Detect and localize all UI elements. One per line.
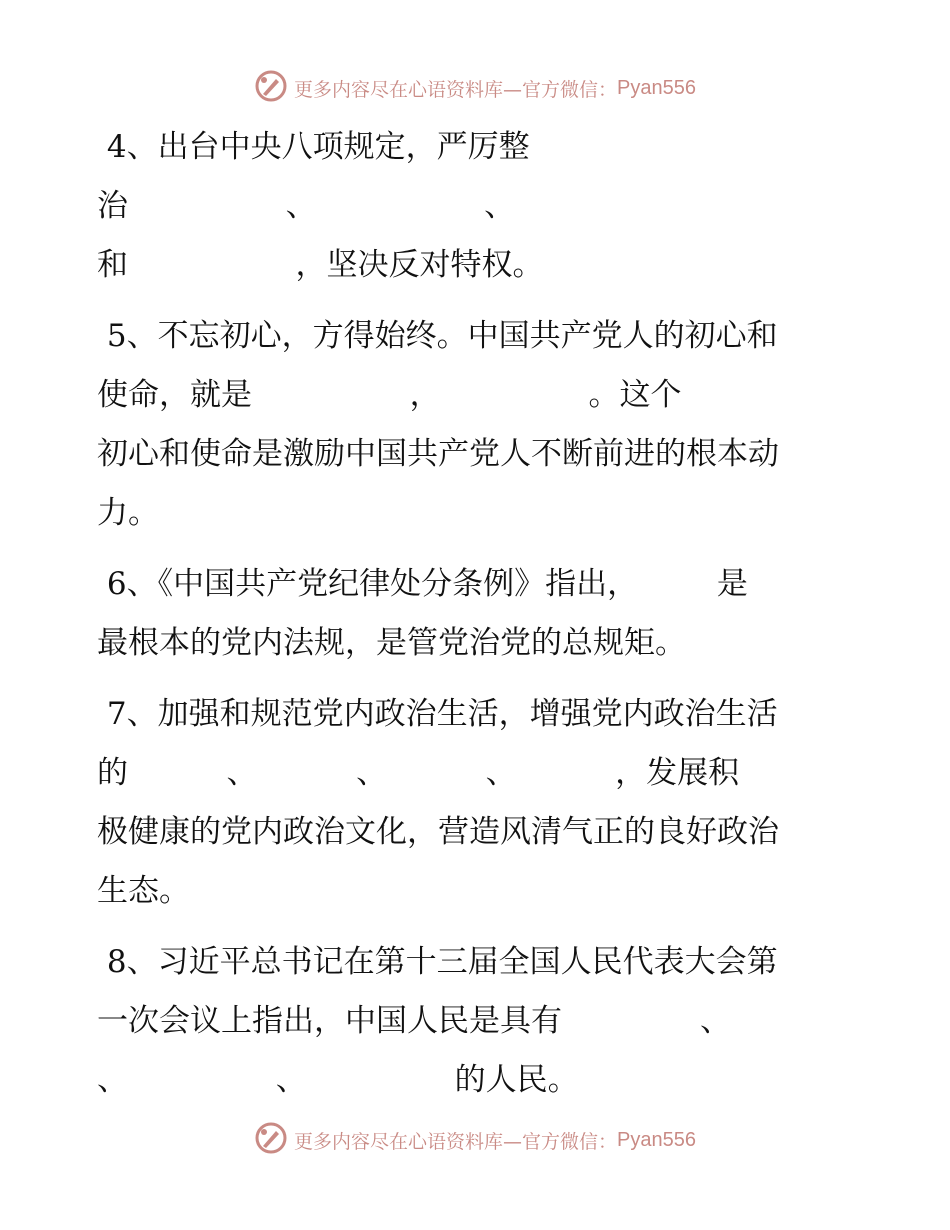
footer-banner <box>0 1120 950 1160</box>
text-line: 力。 <box>97 495 159 531</box>
text-line: 治 、 、 <box>97 188 516 224</box>
question-5 <box>97 307 847 543</box>
text-line: 一次会议上指出，中国人民是具有 、 <box>97 1003 731 1039</box>
footer-banner-wechat-id: Pyan556 <box>617 1128 696 1151</box>
document-body <box>97 118 847 1122</box>
footer-banner-text: 更多内容尽在心语资料库—官方微信： <box>294 1130 618 1153</box>
text-line: 使命，就是 ， 。这个 <box>97 377 682 413</box>
text-line: 4、出台中央八项规定，严厉整 <box>97 129 530 165</box>
text-line: 7、加强和规范党内政治生活，增强党内政治生活 <box>97 696 778 732</box>
question-4 <box>97 118 847 295</box>
question-6 <box>97 555 847 673</box>
header-banner-text: 更多内容尽在心语资料库—官方微信： <box>294 78 618 101</box>
pen-logo-icon <box>254 69 288 108</box>
pen-logo-icon <box>254 1121 288 1160</box>
question-8 <box>97 933 847 1110</box>
question-7 <box>97 685 847 921</box>
text-line: 5、不忘初心，方得始终。中国共产党人的初心和 <box>97 318 778 354</box>
text-line: 8、习近平总书记在第十三届全国人民代表大会第 <box>97 944 778 980</box>
text-line: 6、《中国共产党纪律处分条例》指出， 是 <box>97 566 748 602</box>
text-line: 生态。 <box>97 873 190 909</box>
text-line: 的 、 、 、 ，发展积 <box>97 755 740 791</box>
text-line: 初心和使命是激励中国共产党人不断前进的根本动 <box>97 436 779 472</box>
text-line: 最根本的党内法规，是管党治党的总规矩。 <box>97 625 686 661</box>
header-banner-wechat-id: Pyan556 <box>617 76 696 99</box>
text-line: 和 ，坚决反对特权。 <box>97 247 544 283</box>
header-banner <box>0 68 950 108</box>
text-line: 、 、 的人民。 <box>97 1062 579 1098</box>
text-line: 极健康的党内政治文化，营造风清气正的良好政治 <box>97 814 779 850</box>
